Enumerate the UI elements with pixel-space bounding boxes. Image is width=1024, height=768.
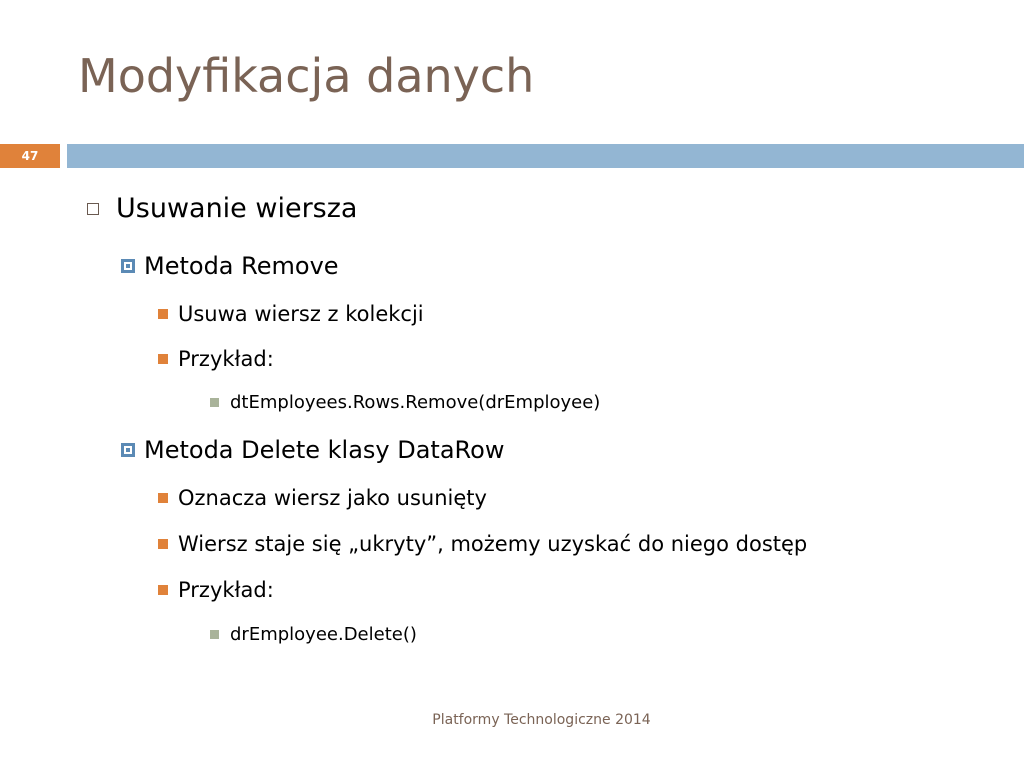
bullet-item xyxy=(210,624,417,645)
bullet-text: Oznacza wiersz jako usunięty xyxy=(178,486,487,510)
bullet-item xyxy=(158,302,424,326)
bullet-item xyxy=(121,436,504,464)
filled-square-bullet-icon xyxy=(158,539,168,549)
slide-number: 47 xyxy=(0,144,60,168)
slide-title: Modyfikacja danych xyxy=(78,49,535,103)
bullet-text: Usuwa wiersz z kolekcji xyxy=(178,302,424,326)
filled-square-bullet-icon xyxy=(158,354,168,364)
framed-square-bullet-icon xyxy=(121,259,135,273)
bullet-text: Przykład: xyxy=(178,578,274,602)
bullet-item xyxy=(210,392,600,413)
bullet-item xyxy=(158,578,274,602)
bullet-text: drEmployee.Delete() xyxy=(230,624,417,645)
small-square-bullet-icon xyxy=(210,630,219,639)
bullet-text: dtEmployees.Rows.Remove(drEmployee) xyxy=(230,392,601,413)
bullet-item xyxy=(158,486,487,510)
framed-square-bullet-icon xyxy=(121,443,135,457)
bullet-item xyxy=(158,347,274,371)
bullet-text: Usuwanie wiersza xyxy=(116,193,358,224)
bullet-text: Wiersz staje się „ukryty”, możemy uzyskać do niego dostęp xyxy=(178,532,808,556)
filled-square-bullet-icon xyxy=(158,309,168,319)
bullet-text: Przykład: xyxy=(178,347,274,371)
bullet-item xyxy=(121,252,339,280)
hollow-square-bullet-icon xyxy=(87,203,99,215)
filled-square-bullet-icon xyxy=(158,493,168,503)
bullet-item xyxy=(80,193,357,224)
slide-footer: Platformy Technologiczne 2014 xyxy=(432,712,651,728)
bullet-text: Metoda Delete klasy DataRow xyxy=(144,436,505,464)
small-square-bullet-icon xyxy=(210,398,219,407)
bullet-item xyxy=(158,532,807,556)
bullet-text: Metoda Remove xyxy=(144,252,339,280)
filled-square-bullet-icon xyxy=(158,585,168,595)
